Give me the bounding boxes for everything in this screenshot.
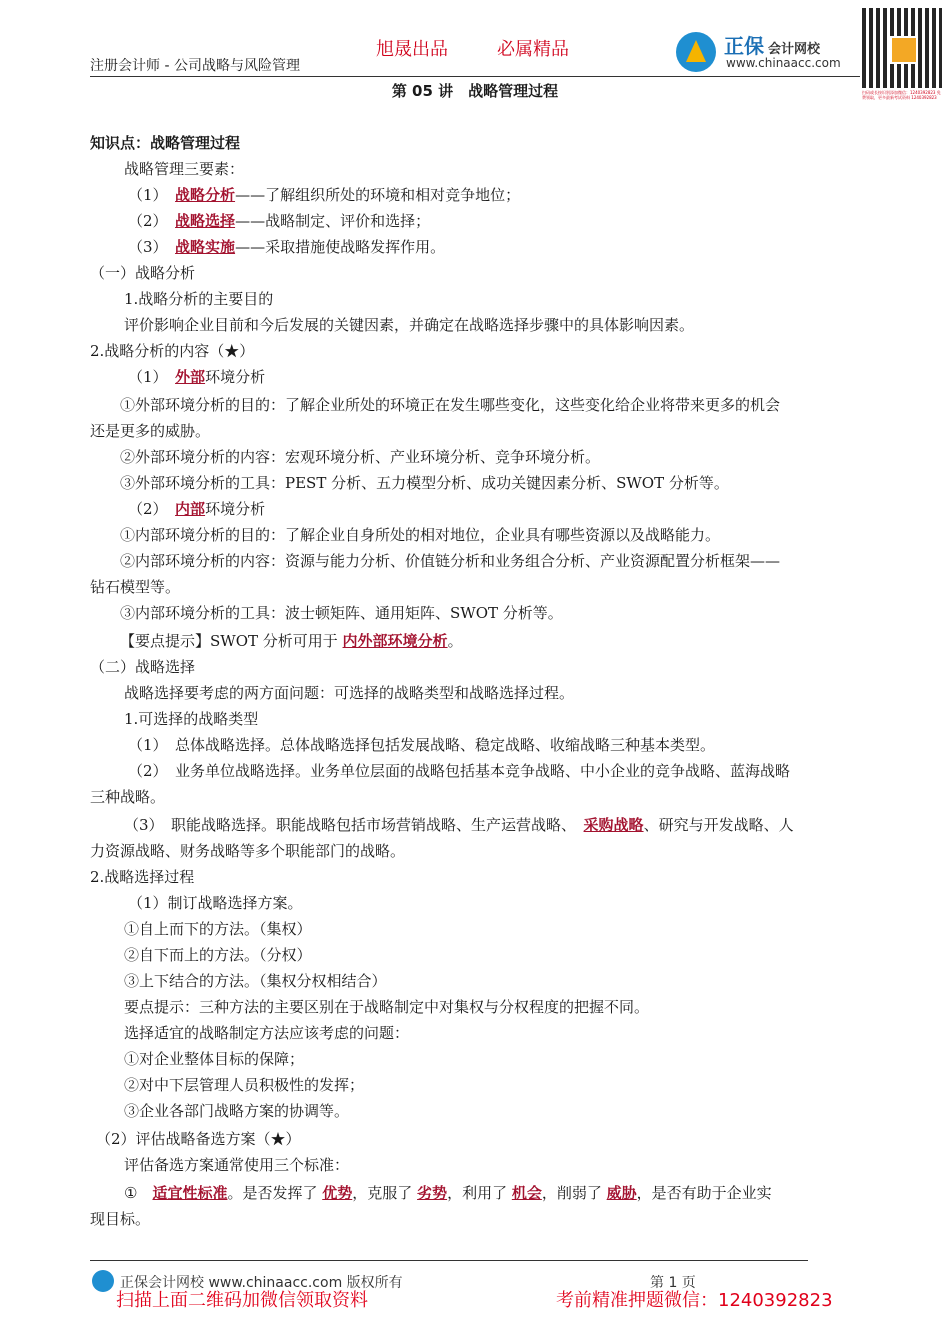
text-segment: 评价影响企业目前和今后发展的关键因素，并确定在战略选择步骤中的具体影响因素。 <box>124 316 695 334</box>
qr-code-icon <box>862 8 942 88</box>
text-segment: ③上下结合的方法。（集权分权相结合） <box>124 972 387 990</box>
text-line <box>128 208 430 234</box>
text-line <box>124 1152 349 1178</box>
text-line <box>128 182 520 208</box>
highlighted-term: 优势 <box>322 1184 353 1202</box>
text-segment: ——了解组织所处的环境和相对竞争地位； <box>235 186 521 204</box>
text-segment: ——战略制定、评价和选择； <box>235 212 431 230</box>
header-banner-right: 必属精品 <box>497 39 569 60</box>
text-segment: ②对中下层管理人员积极性的发挥； <box>124 1076 365 1094</box>
text-segment: 评估备选方案通常使用三个标准： <box>124 1156 350 1174</box>
text-segment: 。是否发挥了 <box>227 1184 323 1202</box>
text-segment: 现目标。 <box>90 1210 151 1228</box>
text-segment: 战略选择要考虑的两方面问题：可选择的战略类型和战略选择过程。 <box>124 684 575 702</box>
highlighted-term: 内部 <box>175 500 206 518</box>
text-segment: （2）评估战略备选方案（★） <box>96 1130 301 1148</box>
highlighted-term: 外部 <box>175 368 206 386</box>
promo-right: 考前精准押题微信：1240392823 <box>556 1290 833 1311</box>
text-line <box>124 1020 409 1046</box>
qr-caption: 扫码或长按识别添加微信：1240392823 免费领取，更多最新考试资料 1240392823 <box>862 90 941 100</box>
text-segment: （二）战略选择 <box>90 658 196 676</box>
text-segment: （3） <box>128 238 176 256</box>
text-segment: ③外部环境分析的工具：PEST 分析、五力模型分析、成功关键因素分析、SWOT 分析等。 <box>120 474 729 492</box>
text-line <box>128 234 445 260</box>
text-line <box>120 628 463 654</box>
highlighted-term: 战略实施 <box>175 238 236 256</box>
text-line <box>124 916 312 942</box>
text-segment: 环境分析 <box>205 368 266 386</box>
text-segment: （1） 总体战略选择。总体战略选择包括发展战略、稳定战略、收缩战略三种基本类型。 <box>128 736 716 754</box>
text-line <box>124 156 244 182</box>
text-line <box>124 1046 304 1072</box>
text-line <box>120 548 780 574</box>
text-segment: （2） <box>128 500 176 518</box>
header-course-title: 注册会计师 - 公司战略与风险管理 <box>90 58 300 74</box>
highlighted-term: 适宜性标准 <box>152 1184 228 1202</box>
text-line <box>124 1180 772 1206</box>
footer-page-number: 第 1 页 <box>650 1275 696 1291</box>
text-line <box>90 260 195 286</box>
text-segment: 1.战略分析的主要目的 <box>124 290 274 308</box>
text-segment: （1）制订战略选择方案。 <box>128 894 303 912</box>
logo-url: www.chinaacc.com <box>726 56 841 70</box>
highlighted-term: 战略分析 <box>175 186 236 204</box>
text-line <box>124 312 694 338</box>
text-line <box>120 522 720 548</box>
text-line <box>90 784 165 810</box>
text-line <box>120 470 729 496</box>
text-line <box>90 838 405 864</box>
text-segment: 【要点提示】SWOT 分析可用于 <box>120 632 343 650</box>
text-segment: 1.可选择的战略类型 <box>124 710 259 728</box>
text-segment: 知识点：战略管理过程 <box>90 134 241 152</box>
footer-divider <box>90 1260 808 1261</box>
text-segment: ②自下而上的方法。（分权） <box>124 946 312 964</box>
text-segment: 还是更多的威胁。 <box>90 422 211 440</box>
text-segment: 、研究与开发战略、人 <box>643 816 794 834</box>
text-line <box>124 968 387 994</box>
text-segment: 2.战略分析的内容（★） <box>90 342 255 360</box>
text-segment: 2.战略选择过程 <box>90 868 195 886</box>
text-line <box>120 600 563 626</box>
text-line <box>128 732 715 758</box>
text-segment: ①对企业整体目标的保障； <box>124 1050 305 1068</box>
text-line <box>124 942 312 968</box>
text-line <box>90 418 210 444</box>
text-segment: ①内部环境分析的目的：了解企业自身所处的相对地位，企业具有哪些资源以及战略能力。 <box>120 526 721 544</box>
text-segment: ，削弱了 <box>541 1184 607 1202</box>
text-segment: ① <box>124 1184 153 1202</box>
text-line <box>90 574 180 600</box>
text-line <box>128 758 790 784</box>
text-line <box>124 706 258 732</box>
logo-name: 正保 <box>724 34 764 58</box>
logo-sub: 会计网校 <box>768 42 821 57</box>
text-segment: ，利用了 <box>447 1184 512 1202</box>
highlighted-term: 劣势 <box>417 1184 448 1202</box>
text-segment: 钻石模型等。 <box>90 578 181 596</box>
text-line <box>124 1098 349 1124</box>
text-line <box>128 364 265 390</box>
text-segment: ，克服了 <box>352 1184 418 1202</box>
text-segment: ①自上而下的方法。（集权） <box>124 920 312 938</box>
text-segment: （2） 业务单位战略选择。业务单位层面的战略包括基本竞争战略、中小企业的竞争战略、蓝海战略 <box>128 762 791 780</box>
text-segment: （1） <box>128 368 176 386</box>
text-segment: 三种战略。 <box>90 788 166 806</box>
text-segment: （3） 职能战略选择。职能战略包括市场营销战略、生产运营战略、 <box>124 816 584 834</box>
lecture-title: 第 05 讲 战略管理过程 <box>391 82 559 100</box>
text-line <box>90 864 194 890</box>
text-segment: （1） <box>128 186 176 204</box>
text-line <box>90 130 240 156</box>
text-line <box>90 1206 150 1232</box>
text-line <box>120 392 780 418</box>
logo-icon <box>676 32 716 72</box>
text-segment: ③企业各部门战略方案的协调等。 <box>124 1102 350 1120</box>
text-segment: （一）战略分析 <box>90 264 196 282</box>
text-line <box>90 338 254 364</box>
text-segment: 战略管理三要素： <box>124 160 245 178</box>
text-segment: ，是否有助于企业实 <box>636 1184 772 1202</box>
text-segment: 环境分析 <box>205 500 266 518</box>
text-line <box>120 444 600 470</box>
text-line <box>124 680 574 706</box>
text-line <box>128 496 265 522</box>
text-segment: ——采取措施使战略发挥作用。 <box>235 238 446 256</box>
text-line <box>124 812 794 838</box>
footer-copyright: 正保会计网校 www.chinaacc.com 版权所有 <box>120 1275 403 1291</box>
promo-left: 扫描上面二维码加微信领取资料 <box>116 1290 368 1311</box>
brand-logo <box>676 30 858 74</box>
text-segment: ①外部环境分析的目的：了解企业所处的环境正在发生哪些变化，这些变化给企业将带来更多的机会 <box>120 396 781 414</box>
highlighted-term: 机会 <box>511 1184 542 1202</box>
text-segment: ②外部环境分析的内容：宏观环境分析、产业环境分析、竞争环境分析。 <box>120 448 601 466</box>
footer-logo-icon <box>92 1270 114 1292</box>
text-line <box>90 654 195 680</box>
text-segment: 。 <box>447 632 463 650</box>
text-line <box>96 1126 301 1152</box>
text-segment: （2） <box>128 212 176 230</box>
header-divider <box>90 76 860 77</box>
highlighted-term: 威胁 <box>606 1184 637 1202</box>
text-segment: ②内部环境分析的内容：资源与能力分析、价值链分析和业务组合分析、产业资源配置分析框架—— <box>120 552 781 570</box>
highlighted-term: 内外部环境分析 <box>342 632 448 650</box>
text-line <box>124 286 273 312</box>
text-segment: 力资源战略、财务战略等多个职能部门的战略。 <box>90 842 406 860</box>
header-banner-left: 旭晟出品 <box>376 39 448 60</box>
text-line <box>124 1072 364 1098</box>
text-segment: 选择适宜的战略制定方法应该考虑的问题： <box>124 1024 410 1042</box>
text-line <box>128 890 303 916</box>
highlighted-term: 战略选择 <box>175 212 236 230</box>
text-segment: 要点提示：三种方法的主要区别在于战略制定中对集权与分权程度的把握不同。 <box>124 998 650 1016</box>
text-line <box>124 994 649 1020</box>
text-segment: ③内部环境分析的工具：波士顿矩阵、通用矩阵、SWOT 分析等。 <box>120 604 563 622</box>
highlighted-term: 采购战略 <box>583 816 644 834</box>
